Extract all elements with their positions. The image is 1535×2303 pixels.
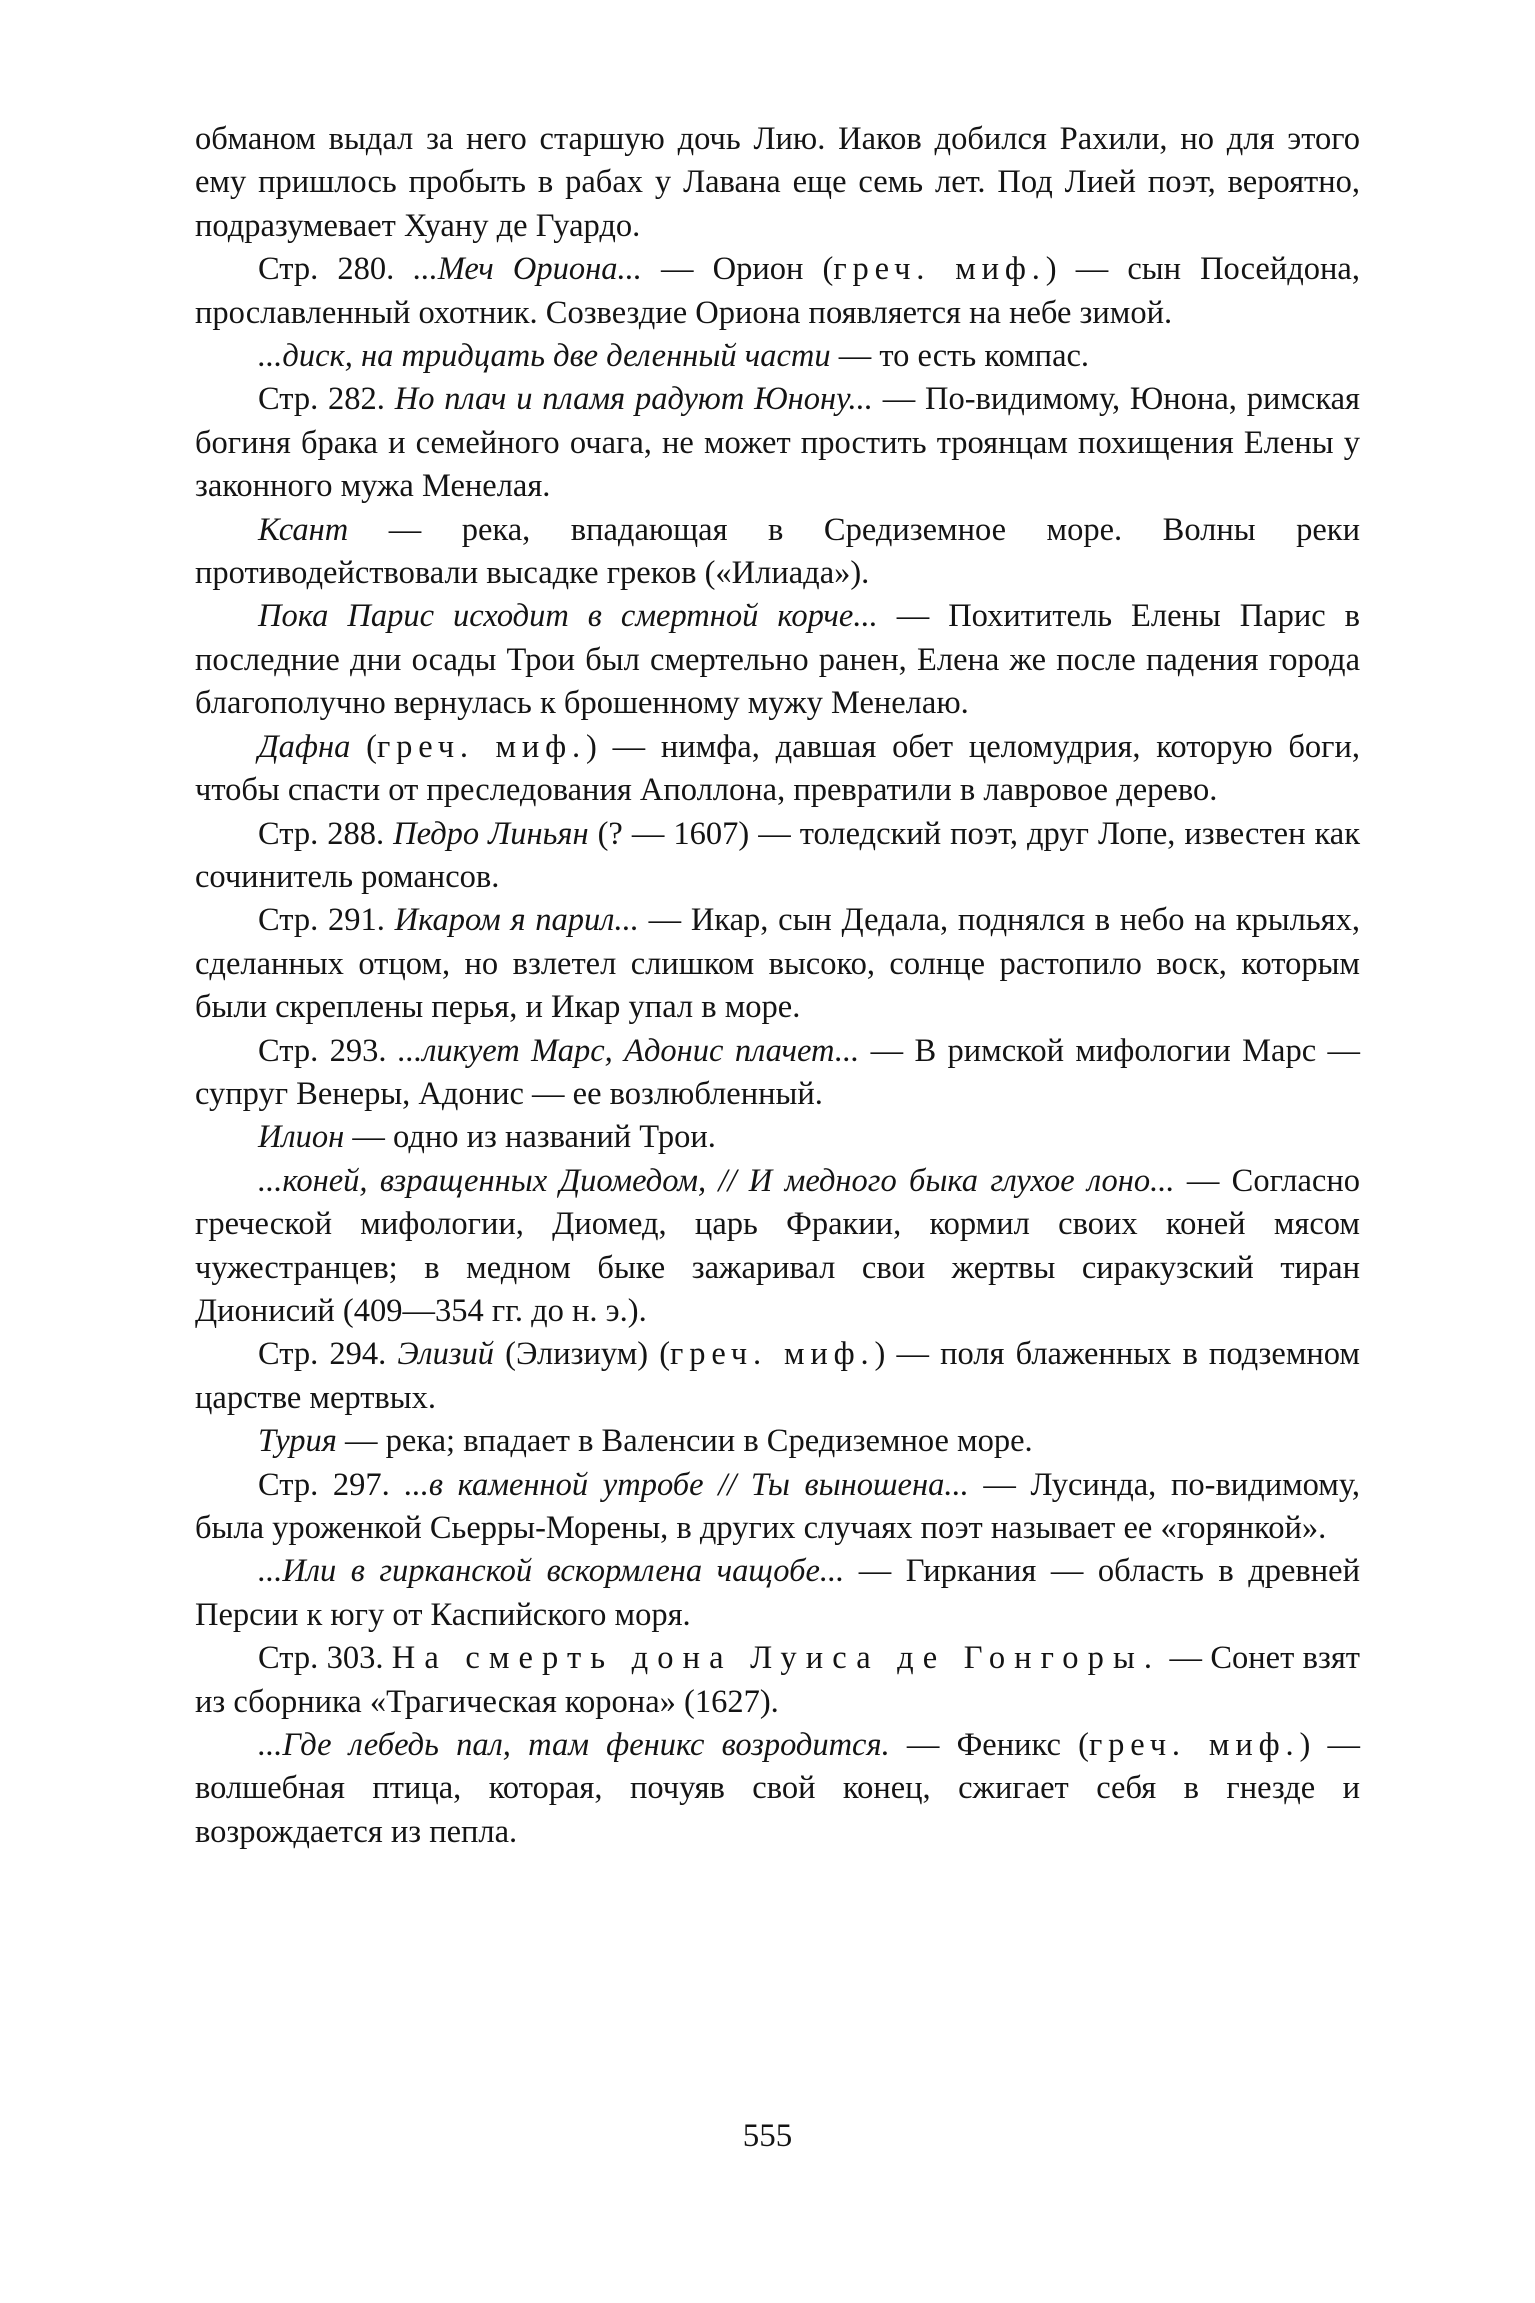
commentary-paragraph [195,595,1360,725]
quoted-term: Но плач и пламя радуют Юнону... [394,381,873,418]
note-text: — река, впадающая в Средиземное море. Волны реки противодействовали высадке греков («Илиада»). [195,511,1360,592]
quoted-term: Ксант [258,511,349,548]
note-text: Стр. 280. [258,251,414,288]
commentary-paragraph [195,248,1360,335]
commentary-paragraph [195,1637,1360,1724]
note-text: Стр. 297. [258,1466,405,1503]
commentary-paragraph [195,1420,1360,1463]
commentary-paragraph [195,335,1360,378]
note-text: — Феникс ( [889,1727,1089,1764]
commentary-paragraph [195,118,1360,248]
quoted-term: ...ликует Марс, Адонис плачет... [397,1032,860,1069]
quoted-term: ...Где лебедь пал, там феникс возродится. [258,1727,890,1764]
commentary-paragraph [195,726,1360,813]
note-text: ) — нимфа, давшая обет целомудрия, которую боги, чтобы спасти от преследования Аполлона, превратили в лавровое дерево. [195,728,1361,809]
note-text: — одно из названий Трои. [344,1119,716,1156]
note-text: — По-видимому, Юнона, римская богиня брака и семейного очага, не может простить троянцам похищения Елены у законного мужа Менелая. [195,381,1360,505]
note-text: обманом выдал за него старшую дочь Лию. Иаков добился Рахили, но для этого ему пришлось пробыть в рабах у Лавана еще семь лет. Под Лией поэт, вероятно, подразумевает Хуану де Гуардо. [195,121,1360,244]
commentary-paragraph [195,1464,1360,1551]
page-number: 555 [742,2118,793,2154]
commentary-paragraph [195,1030,1360,1117]
quoted-term: Педро Линьян [393,815,589,852]
quoted-term: ...в каменной утробе // Ты выношена... [404,1466,969,1503]
note-text: — Гиркания — область в древней Персии к югу от Каспийского моря. [195,1553,1360,1633]
quoted-term: ...коней, взращенных Диомедом, // И медного быка глухое лоно... [258,1162,1175,1199]
note-text: ) — поля блаженных в подземном царстве мертвых. [195,1336,1360,1416]
note-text: — Лусинда, по-видимому, была уроженкой Сьерры-Морены, в других случаях поэт называет ее «горянкой». [195,1466,1360,1546]
note-text: Стр. 288. [258,815,394,852]
commentary-paragraph [195,899,1360,1029]
note-text: — Икар, сын Дедала, поднялся в небо на крыльях, сделанных отцом, но взлетел слишком высоко, солнце растопило воск, которым были скреплены перья, и Икар упал в море. [195,902,1361,1026]
note-text: Стр. 293. [258,1032,398,1069]
quoted-term: Пока Парис исходит в смертной корче... [258,598,878,635]
spaced-text: греч. миф. [376,728,587,765]
spaced-text: греч. миф. [670,1336,875,1373]
spaced-text: греч. миф. [1088,1727,1300,1764]
note-text: — Похититель Елены Парис в последние дни осады Трои был смертельно ранен, Елена же после падения города благополучно вернулась к брошенному мужу Менелаю. [195,598,1360,722]
note-text: — Орион ( [641,251,834,288]
commentary-paragraph [195,813,1360,900]
quoted-term: Икаром я парил... [394,902,639,939]
quoted-term: Илион [258,1119,345,1156]
commentary-paragraph [195,1550,1360,1637]
note-text: ( [350,728,377,765]
commentary-paragraph [195,378,1360,508]
note-text: Стр. 282. [258,381,395,418]
note-text: ) — сын Посейдона, прославленный охотник. Созвездие Ориона появляется на небе зимой. [195,251,1360,331]
note-text: Стр. 291. [258,902,395,939]
commentary-paragraph [195,1333,1360,1420]
note-text: — В римской мифологии Марс — супруг Венеры, Адонис — ее возлюбленный. [195,1032,1360,1112]
note-text: — Согласно греческой мифологии, Диомед, царь Фракии, кормил своих коней мясом чужестранцев; в медном быке зажаривал свои жертвы сиракузский тиран Дионисий (409—354 гг. до н. э.). [195,1162,1360,1329]
commentary-text [195,118,1360,1854]
note-text: — Сонет взят из сборника «Трагическая корона» (1627). [195,1640,1360,1720]
commentary-paragraph [195,1160,1360,1334]
commentary-paragraph [195,509,1360,596]
quoted-term: Дафна [258,728,351,765]
quoted-term: Турия [258,1423,337,1460]
commentary-paragraph [195,1724,1360,1854]
commentary-paragraph [195,1116,1360,1159]
note-text: Стр. 303. [258,1640,392,1677]
quoted-term: ...диск, на тридцать две деленный части [258,338,831,375]
quoted-term: ...Меч Ориона... [413,251,642,288]
note-text: Стр. 294. [258,1336,398,1373]
note-text: — то есть компас. [830,338,1090,375]
note-text: (Элизиум) ( [494,1336,671,1373]
quoted-term: ...Или в гирканской вскормлена чащобе... [258,1553,845,1590]
quoted-term: Элизий [397,1336,495,1373]
spaced-text: греч. миф. [833,251,1046,288]
note-text: ) — волшебная птица, которая, почуяв свой конец, сжигает себя в гнезде и возрождается из пепла. [195,1727,1360,1850]
note-text: (? — 1607) — толедский поэт, друг Лопе, известен как сочинитель романсов. [195,815,1360,895]
note-text: — река; впадает в Валенсии в Средиземное море. [336,1423,1033,1460]
spaced-text: На смерть дона Луиса де Гонгоры. [391,1640,1162,1677]
